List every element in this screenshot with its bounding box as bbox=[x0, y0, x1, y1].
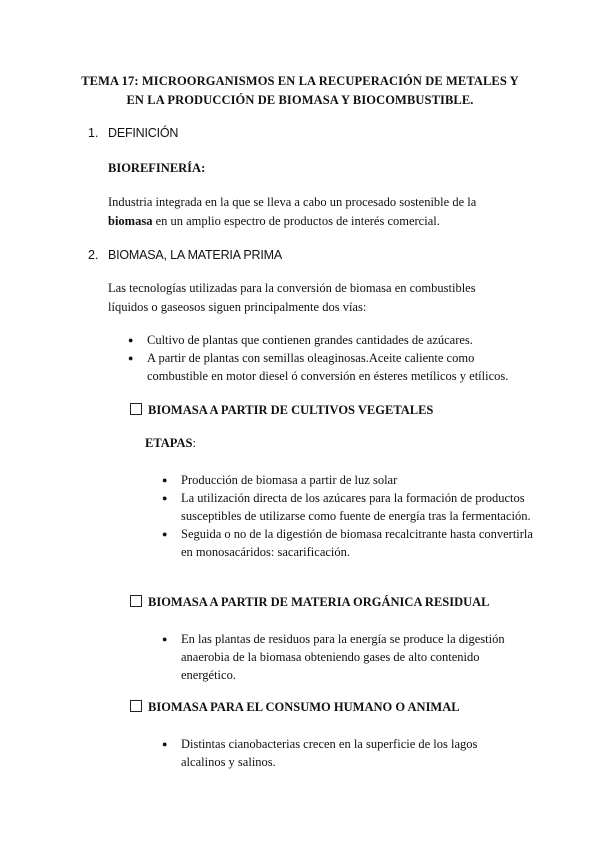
cultivos-heading: BIOMASA A PARTIR DE CULTIVOS VEGETALES bbox=[130, 403, 433, 418]
checkbox-icon bbox=[130, 595, 142, 607]
section-1-heading bbox=[88, 124, 178, 142]
section-2-heading bbox=[88, 246, 282, 264]
etapas-label: ETAPAS: bbox=[145, 436, 196, 450]
materia-prima-intro: Las tecnologías utilizadas para la conversión de biomasa en combustibles líquidos o gaseosos siguen principalmente dos vías: bbox=[108, 281, 476, 314]
etapas-list bbox=[162, 471, 534, 561]
title-line-2: EN LA PRODUCCIÓN DE BIOMASA Y BIOCOMBUSTIBLE. bbox=[126, 93, 474, 107]
list-item: ● Producción de biomasa a partir de luz solar bbox=[162, 473, 398, 487]
consumo-heading: BIOMASA PARA EL CONSUMO HUMANO O ANIMAL bbox=[130, 700, 460, 715]
definition-text: Industria integrada en la que se lleva a cabo un procesado sostenible de la bbox=[108, 195, 477, 209]
checkbox-icon bbox=[130, 700, 142, 712]
bullet-icon: ● bbox=[162, 475, 168, 485]
materia-prima-list bbox=[128, 331, 528, 385]
residual-heading: BIOMASA A PARTIR DE MATERIA ORGÁNICA RESIDUAL bbox=[130, 595, 490, 610]
list-item: ● A partir de plantas con semillas oleaginosas.Aceite caliente como combustible en motor diesel ó conversión en ésteres metílicos y etílicos. bbox=[128, 351, 509, 383]
section-label: BIOMASA, LA MATERIA PRIMA bbox=[108, 248, 282, 262]
list-item: ● La utilización directa de los azúcares para la formación de productos susceptibles de utilizarse como fuente de energía tras la fermentación. bbox=[162, 491, 531, 523]
definition-bold-word: biomasa bbox=[108, 214, 153, 228]
title-line-1: TEMA 17: MICROORGANISMOS EN LA RECUPERACIÓN DE METALES Y bbox=[81, 74, 519, 88]
bullet-icon: ● bbox=[162, 739, 168, 749]
consumo-list bbox=[162, 735, 522, 771]
biorefineria-heading: BIOREFINERÍA: bbox=[108, 161, 206, 175]
bullet-icon: ● bbox=[128, 353, 134, 363]
bullet-icon: ● bbox=[162, 493, 168, 503]
bullet-icon: ● bbox=[128, 335, 134, 345]
list-item: ● Cultivo de plantas que contienen grandes cantidades de azúcares. bbox=[128, 333, 473, 347]
residual-list bbox=[162, 630, 532, 684]
bullet-icon: ● bbox=[162, 529, 168, 539]
section-number: 2. bbox=[88, 248, 99, 262]
definition-text-end: en un amplio espectro de productos de interés comercial. bbox=[152, 214, 440, 228]
list-item: ● Seguida o no de la digestión de biomasa recalcitrante hasta convertirla en monosacáridos: sacarificación. bbox=[162, 527, 533, 559]
definition-paragraph bbox=[108, 193, 518, 231]
list-item: ● Distintas cianobacterias crecen en la superficie de los lagos alcalinos y salinos. bbox=[162, 737, 478, 769]
section-number: 1. bbox=[88, 126, 99, 140]
section-label: DEFINICIÓN bbox=[108, 126, 179, 140]
list-item: ● En las plantas de residuos para la energía se produce la digestión anaerobia de la biomasa obteniendo gases de alto contenido energético. bbox=[162, 632, 505, 682]
checkbox-icon bbox=[130, 403, 142, 415]
document-title bbox=[60, 72, 540, 110]
bullet-icon: ● bbox=[162, 634, 168, 644]
